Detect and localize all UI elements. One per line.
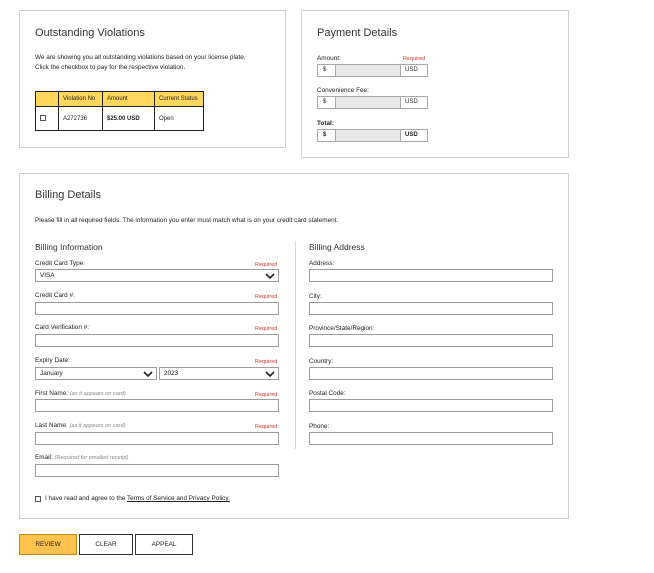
province-label: Province/State/Region: <box>309 325 375 332</box>
chevron-down-icon <box>265 271 275 281</box>
email-input[interactable] <box>35 464 279 477</box>
total-currency-symbol: $ <box>323 132 327 138</box>
agree-text: I have read and agree to the <box>45 495 126 502</box>
violations-intro-line2: Click the checkbox to pay for the respective violation. <box>35 64 186 71</box>
card-type-required: Required <box>255 262 278 268</box>
last-name-required: Required <box>255 424 278 430</box>
column-violation-no: Violation No <box>59 92 103 107</box>
expiry-label: Expiry Date: <box>35 357 70 364</box>
violation-no-cell: A272736 <box>59 107 103 131</box>
email-label <box>35 454 129 461</box>
fee-currency-symbol: $ <box>323 99 327 105</box>
first-name-label-text: First Name: <box>35 390 69 397</box>
total-field <box>317 129 428 142</box>
billing-info-title: Billing Information <box>35 242 103 252</box>
billing-address-title: Billing Address <box>309 242 365 252</box>
first-name-input[interactable] <box>35 399 279 412</box>
billing-panel <box>19 173 569 519</box>
city-label: City: <box>309 293 322 300</box>
agree-text-row <box>45 495 230 502</box>
email-hint: (Required for emailed receipt) <box>54 455 129 461</box>
card-number-label: Credit Card #: <box>35 292 75 299</box>
violation-amount-cell: $25.00 USD <box>103 107 155 131</box>
first-name-hint: (as it appears on card) <box>69 391 126 397</box>
first-name-label <box>35 390 126 397</box>
total-label-text: Total: <box>317 120 334 127</box>
amount-required: Required <box>403 56 426 62</box>
card-type-select[interactable] <box>35 269 279 282</box>
column-current-status: Current Status <box>155 92 204 107</box>
first-name-required: Required <box>255 392 278 398</box>
amount-value-box <box>335 65 401 76</box>
agree-checkbox[interactable] <box>35 496 41 502</box>
card-type-value: VISA <box>40 272 55 279</box>
amount-field <box>317 64 428 77</box>
expiry-year-select[interactable] <box>159 367 279 380</box>
card-type-label: Credit Card Type: <box>35 260 85 267</box>
column-amount: Amount <box>103 92 155 107</box>
violations-panel <box>19 10 286 148</box>
payment-panel <box>301 10 569 158</box>
fee-currency-code: USD <box>405 99 418 105</box>
chevron-down-icon <box>143 369 153 379</box>
last-name-label-text: Last Name: <box>35 422 68 429</box>
amount-currency-symbol: $ <box>323 67 327 73</box>
billing-title: Billing Details <box>35 189 102 201</box>
address-input[interactable] <box>309 269 553 282</box>
phone-input[interactable] <box>309 432 553 445</box>
total-label <box>317 120 334 127</box>
table-row <box>36 107 204 131</box>
postal-input[interactable] <box>309 399 553 412</box>
payment-title: Payment Details <box>317 27 398 39</box>
violations-table <box>35 91 204 131</box>
violation-select-checkbox[interactable] <box>40 115 46 121</box>
violation-status-cell: Open <box>155 107 204 131</box>
select-column-header <box>36 92 59 107</box>
expiry-required: Required <box>255 359 278 365</box>
terms-link[interactable]: Terms of Service and Privacy Policy. <box>126 495 230 502</box>
city-input[interactable] <box>309 302 553 315</box>
last-name-label <box>35 422 125 429</box>
province-input[interactable] <box>309 334 553 347</box>
billing-intro: Please fill in all required fields. The information you enter must match what is on your credit card statement. <box>35 217 339 224</box>
fee-label: Convenience Fee: <box>317 87 369 94</box>
violations-intro-line1: We are showing you all outstanding violations based on your license plate. <box>35 54 246 61</box>
country-input[interactable] <box>309 367 553 380</box>
cvv-input[interactable] <box>35 334 279 347</box>
country-label: Country: <box>309 358 334 365</box>
fee-value-box <box>335 97 401 108</box>
appeal-button[interactable]: APPEAL <box>135 534 193 555</box>
card-number-required: Required <box>255 294 278 300</box>
violation-select-cell <box>36 107 59 131</box>
expiry-month-value: January <box>40 370 63 377</box>
amount-label: Amount: <box>317 55 341 62</box>
clear-button[interactable]: CLEAR <box>79 534 133 555</box>
cvv-label: Card Verification #: <box>35 324 89 331</box>
email-label-text: Email: <box>35 454 53 461</box>
total-currency-code: USD <box>405 132 418 138</box>
last-name-hint: (as it appears on card) <box>69 423 126 429</box>
column-divider <box>295 241 296 449</box>
violations-header-row <box>36 92 204 107</box>
review-button[interactable]: REVIEW <box>19 534 77 555</box>
phone-label: Phone: <box>309 423 330 430</box>
chevron-down-icon <box>265 369 275 379</box>
cvv-required: Required <box>255 326 278 332</box>
amount-currency-code: USD <box>405 67 418 73</box>
card-number-input[interactable] <box>35 302 279 315</box>
violations-title: Outstanding Violations <box>35 27 145 39</box>
total-value-box <box>335 130 401 141</box>
postal-label: Postal Code: <box>309 390 346 397</box>
fee-field <box>317 96 428 109</box>
expiry-month-select[interactable] <box>35 367 157 380</box>
address-label: Address: <box>309 260 335 267</box>
last-name-input[interactable] <box>35 432 279 445</box>
expiry-year-value: 2023 <box>164 370 179 377</box>
